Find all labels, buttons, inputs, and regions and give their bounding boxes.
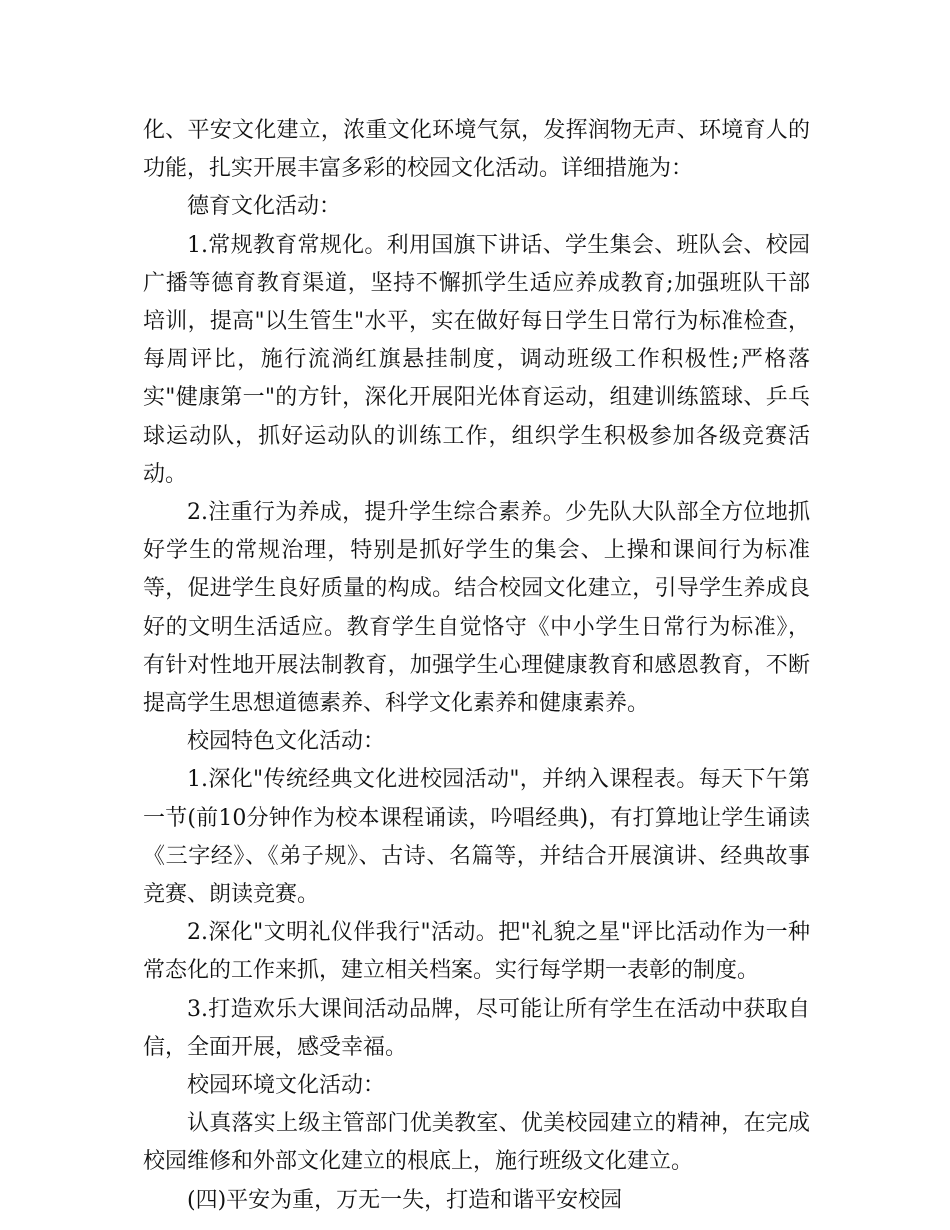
section-heading-safety: (四)平安为重，万无一失，打造和谐平安校园: [187, 1187, 623, 1213]
paragraph-continuation: 化、平安文化建立，浓重文化环境气氛，发挥润物无声、环境育人的功能，扎实开展丰富多彩的校园文化活动。详细措施为：: [143, 118, 810, 182]
heading-campus-featured-activities: 校园特色文化活动：: [187, 729, 386, 755]
heading-moral-education-activities: 德育文化活动：: [187, 194, 342, 220]
document-body: [143, 112, 810, 1220]
paragraph-etiquette-activity: 2.深化"文明礼仪伴我行"活动。把"礼貌之星"评比活动作为一种常态化的工作来抓，建立相关档案。实行每学期一表彰的制度。: [143, 920, 810, 984]
paragraph-routine-education: 1.常规教育常规化。利用国旗下讲话、学生集会、班队会、校园广播等德育教育渠道，坚持不懈抓学生适应养成教育;加强班队干部培训，提高"以生管生"水平，实在做好每日学生日常行为标准检查，每周评比，施行流淌红旗悬挂制度，调动班级工作积极性;严格落实"健康第一"的方针，深化开展阳光体育运动，组建训练篮球、乒乓球运动队，抓好运动队的训练工作，组织学生积极参加各级竞赛活动。: [143, 232, 810, 487]
paragraph-environment-construction: 认真落实上级主管部门优美教室、优美校园建立的精神，在完成校园维修和外部文化建立的根底上，施行班级文化建立。: [143, 1111, 810, 1175]
paragraph-recess-activity: 3.打造欢乐大课间活动品牌，尽可能让所有学生在活动中获取自信，全面开展，感受幸福。: [143, 996, 810, 1060]
paragraph-behavior-habits: 2.注重行为养成，提升学生综合素养。少先队大队部全方位地抓好学生的常规治理，特别是抓好学生的集会、上操和课间行为标准等，促进学生良好质量的构成。结合校园文化建立，引导学生养成良好的文明生活适应。教育学生自觉恪守《中小学生日常行为标准》，有针对性地开展法制教育，加强学生心理健康教育和感恩教育，不断提高学生思想道德素养、科学文化素养和健康素养。: [143, 500, 810, 717]
heading-campus-environment-activities: 校园环境文化活动：: [187, 1073, 386, 1099]
paragraph-classic-culture: 1.深化"传统经典文化进校园活动"，并纳入课程表。每天下午第一节(前10分钟作为校本课程诵读，吟唱经典)，有打算地让学生诵读《三字经》、《弟子规》、古诗、名篇等，并结合开展演讲、经典故事竞赛、朗读竞赛。: [143, 767, 810, 908]
